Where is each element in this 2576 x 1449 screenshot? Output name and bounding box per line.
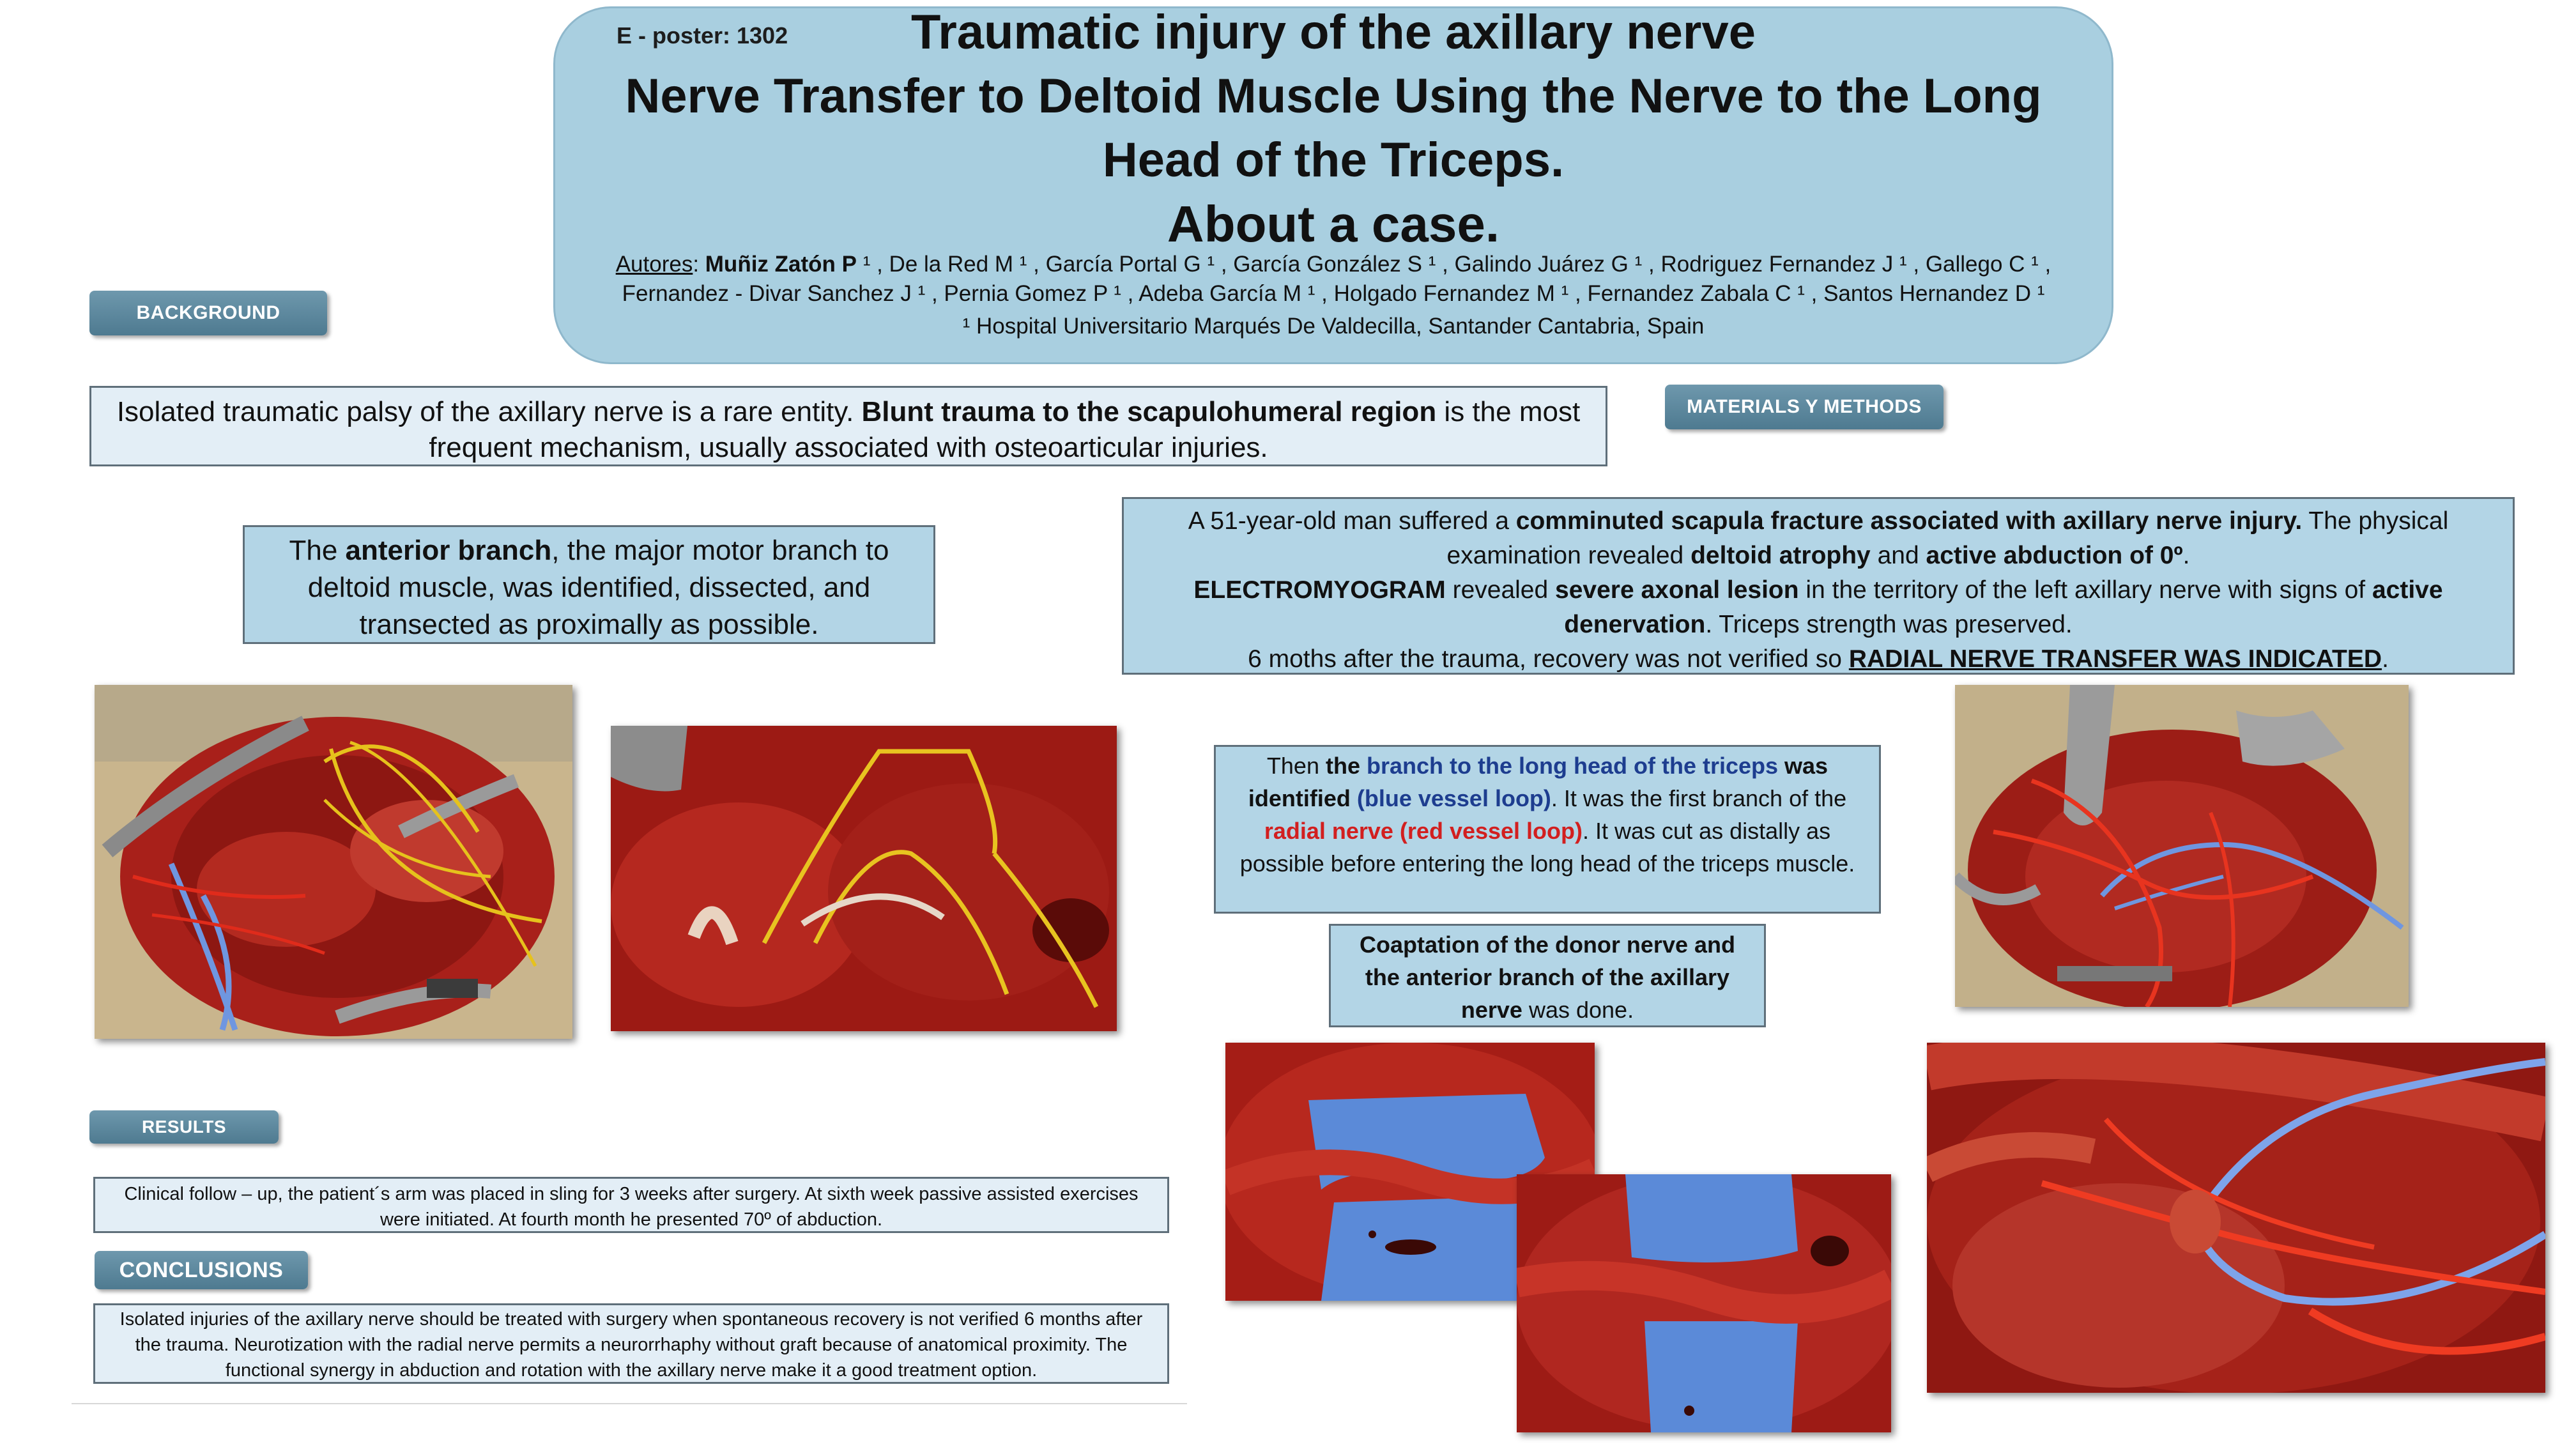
case-paragraph-1 [1162, 504, 2474, 573]
background-text-1: Isolated traumatic palsy of the axillary nerve is a rare entity. [116, 396, 862, 427]
case-text-bold-underlined: RADIAL NERVE TRANSFER WAS INDICATED [1848, 645, 2382, 673]
title-line-1: Traumatic injury of the axillary nerve [910, 5, 1756, 59]
background-text-2: is the most frequent mechanism, usually associated with osteoarticular injuries. [429, 396, 1581, 463]
case-text: revealed [1445, 576, 1556, 604]
case-text-bold: active abduction of 0º [1926, 542, 2183, 569]
case-text-bold: severe axonal lesion [1555, 576, 1799, 604]
surgical-photo-yellow-loops [611, 726, 1117, 1031]
coaptation-text: was done. [1522, 997, 1634, 1023]
section-tag-materials: MATERIALS Y METHODS [1665, 385, 1943, 429]
surgical-photo-coaptation-2 [1517, 1174, 1891, 1432]
other-authors: ¹ , De la Red M ¹ , García Portal G ¹ , García González S ¹ , Galindo Juárez G ¹ , Rodriguez Fernandez J ¹ , Gallego C ¹ , Fernandez - Divar Sanchez J ¹ , Pernia Gomez P ¹ , Adeba García M ¹ , Holgado Fernandez M ¹ , Fernandez Zabala C ¹ , Santos Hernandez D ¹ [622, 252, 2051, 306]
authors-list: Autores: Muñiz Zatón P ¹ , De la Red M ¹ , García Portal G ¹ , García González S ¹ , Galindo Juárez G ¹ , Rodriguez Fernandez J ¹ , Gallego C ¹ , Fernandez - Divar Sanchez J ¹ , Pernia Gomez P ¹ , Adeba García M ¹ , Holgado Fernandez M ¹ , Fernandez Zabala C ¹ , Santos Hernandez D ¹ [615, 252, 2051, 306]
case-text-bold: ELECTROMYOGRAM [1193, 576, 1446, 604]
branch-text-blue: branch to the long head of the triceps [1366, 753, 1779, 779]
case-text: in the territory of the left axillary nerve with signs of [1798, 576, 2372, 604]
first-author: Muñiz Zatón P [705, 252, 857, 277]
case-paragraph-3 [1162, 642, 2474, 677]
case-text: and [1870, 542, 1926, 569]
affiliation: ¹ Hospital Universitario Marqués De Valdecilla, Santander Cantabria, Spain [962, 314, 1705, 339]
surgical-photo-closeup [1927, 1043, 2545, 1393]
conclusions-text-box: Isolated injuries of the axillary nerve should be treated with surgery when spontaneous recovery is not verified 6 months after the trauma. Neurotization with the radial nerve permits a neurorrhaphy without graft because of anatomical proximity. The functional synergy in abduction and rotation with the axillary nerve make it a good treatment option. [93, 1303, 1169, 1384]
anterior-text-bold: anterior branch [345, 535, 552, 566]
title-line-4: About a case. [1167, 195, 1500, 252]
case-text-bold: deltoid atrophy [1690, 542, 1871, 569]
background-text-bold: Blunt trauma to the scapulohumeral region [861, 396, 1437, 427]
anterior-text-1: The [289, 535, 346, 566]
branch-text: Then [1266, 753, 1326, 779]
triceps-branch-box [1214, 745, 1881, 914]
case-text: . [2382, 645, 2389, 673]
branch-text-bold: the [1325, 753, 1367, 779]
anterior-branch-box [243, 525, 935, 644]
branch-text-red: radial nerve (red vessel loop) [1264, 818, 1583, 844]
surgical-photo-radial-nerve [1955, 685, 2409, 1007]
case-paragraph-2 [1162, 573, 2474, 642]
branch-text-blue: (blue vessel loop) [1356, 785, 1551, 811]
branch-text: . It was cut as distally as possible before entering the long head of the triceps muscle. [1239, 818, 1855, 877]
case-text: The physical examination revealed [1446, 507, 2449, 569]
title-line-2: Nerve Transfer to Deltoid Muscle Using the Nerve to the Long [625, 69, 2042, 123]
coaptation-box [1329, 924, 1766, 1027]
branch-text-bold: was identified [1248, 753, 1828, 811]
case-text-bold: active denervation [1564, 576, 2443, 638]
results-text-box: Clinical follow – up, the patient´s arm was placed in sling for 3 weeks after surgery. At sixth week passive assisted exercises were initiated. At fourth month he presented 70º of abduction. [93, 1177, 1169, 1233]
case-text: A 51-year-old man suffered a [1188, 507, 1516, 535]
case-text-bold: comminuted scapula fracture associated with axillary nerve injury. [1515, 507, 2303, 535]
bottom-divider [72, 1403, 1187, 1404]
section-tag-background: BACKGROUND [89, 291, 327, 335]
surgical-photo-anterior-branch [95, 685, 572, 1039]
branch-text: . It was the first branch of the [1551, 785, 1847, 811]
authors-label: Autores [615, 252, 693, 277]
background-text-box [89, 386, 1607, 466]
case-description-box [1122, 497, 2515, 675]
section-tag-results: RESULTS [89, 1110, 279, 1144]
poster-title [581, 1, 2086, 256]
coaptation-text-bold: Coaptation of the donor nerve and the anterior branch of the axillary nerve [1359, 931, 1735, 1023]
title-line-3: Head of the Triceps. [1102, 133, 1565, 187]
case-text: 6 moths after the trauma, recovery was not verified so [1248, 645, 1849, 673]
case-text: . Triceps strength was preserved. [1705, 611, 2073, 638]
poster-header [553, 6, 2113, 364]
section-tag-conclusions: CONCLUSIONS [95, 1251, 308, 1289]
case-text: . [2182, 542, 2190, 569]
anterior-text-2: , the major motor branch to deltoid muscle, was identified, dissected, and transected as proximally as possible. [307, 535, 889, 640]
poster-id: E - poster: 1302 [617, 22, 788, 49]
